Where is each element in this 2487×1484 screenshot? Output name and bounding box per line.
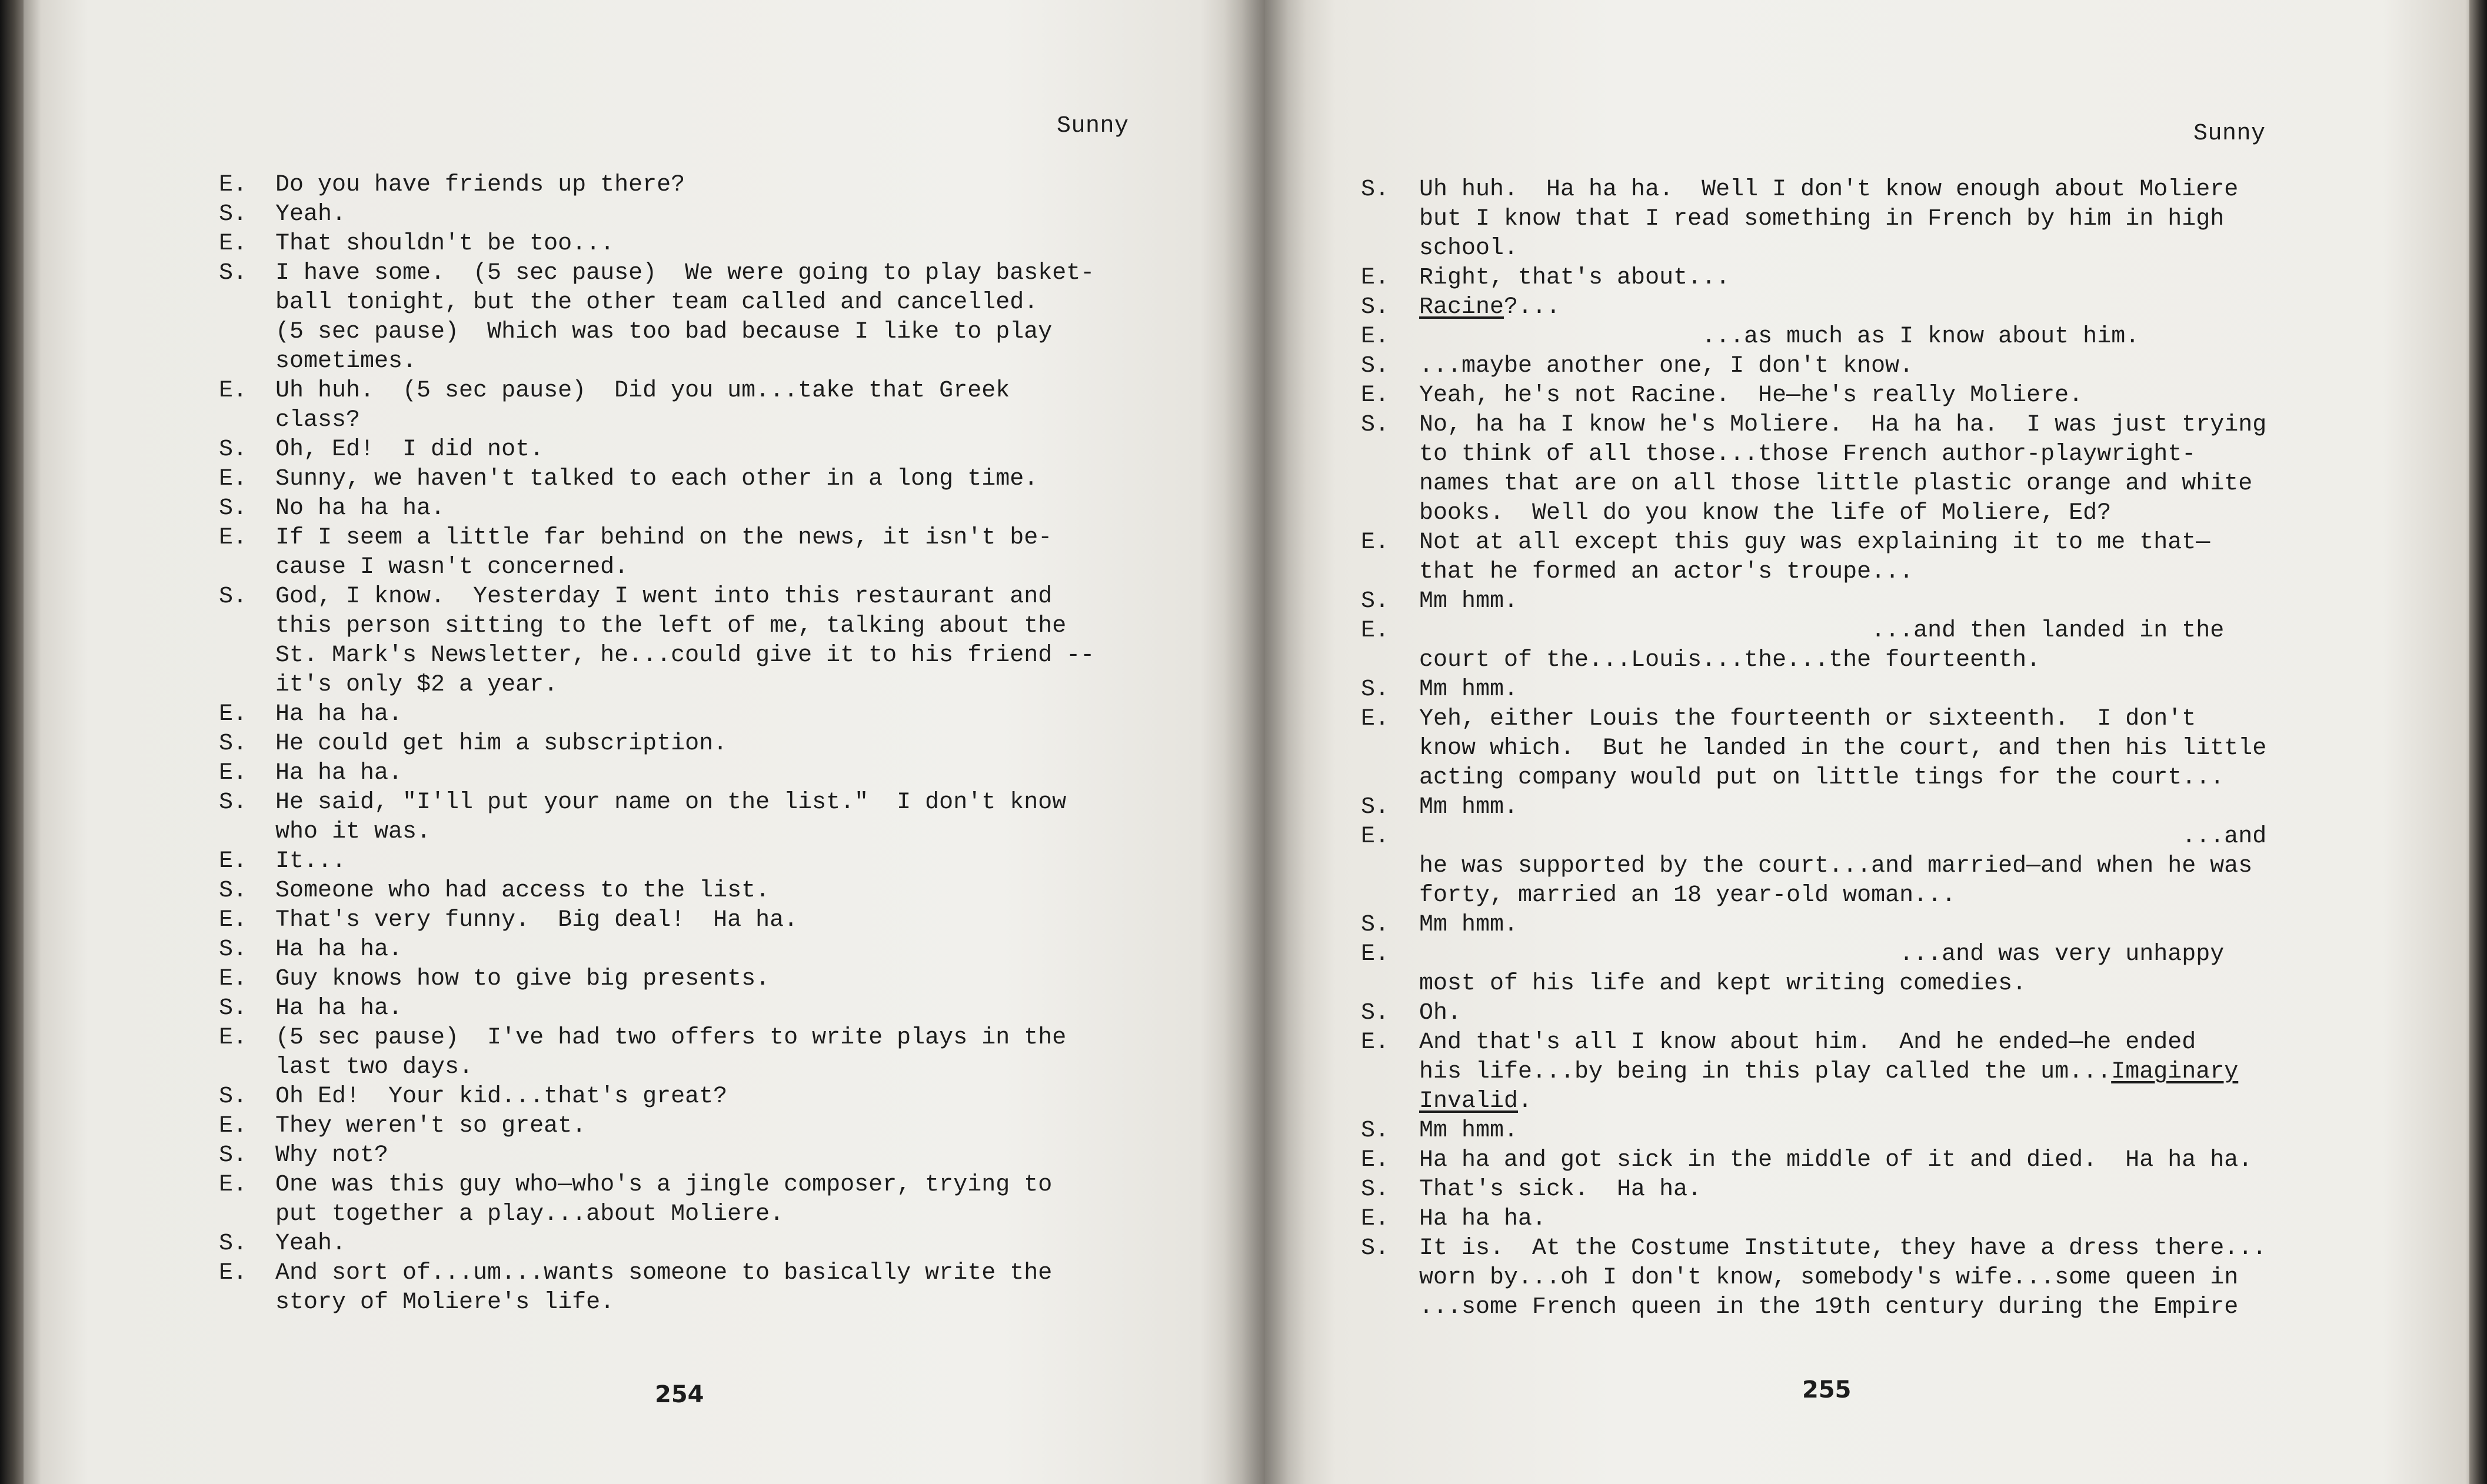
speech-text (1419, 1087, 1532, 1116)
speaker-label: S. (219, 878, 248, 904)
speaker-label: E. (1361, 529, 1390, 556)
speaker-label: E. (219, 378, 248, 404)
speech-segment: story of Moliere's life. (275, 1289, 615, 1316)
speaker-label: E. (1361, 1029, 1390, 1056)
speech-segment: court of the...Louis...the...the fourteenth. (1419, 647, 2041, 673)
speech-text (1419, 264, 1730, 293)
speech-segment: Do you have friends up there? (275, 172, 685, 198)
speaker-label: E. (219, 848, 248, 875)
gutter-shadow (1224, 0, 1306, 1484)
speech-text (1419, 646, 2040, 675)
speech-text (275, 847, 346, 876)
speech-text (1419, 499, 2111, 528)
speech-text (275, 318, 1052, 347)
speech-text (275, 406, 360, 435)
speech-text (1419, 528, 2210, 558)
speaker-label: S. (1361, 588, 1390, 615)
speaker-label: E. (1361, 618, 1390, 644)
speech-text (275, 1170, 1052, 1200)
speech-segment: It is. At the Costume Institute, they have a dress there... (1419, 1235, 2267, 1262)
speech-text (1419, 734, 2266, 763)
speech-text (275, 1141, 388, 1170)
speech-text (1419, 969, 2026, 999)
speech-segment: Ha ha ha. (275, 995, 403, 1022)
speech-text (1419, 881, 1956, 911)
speech-text (275, 435, 544, 465)
speech-text (275, 288, 1038, 318)
speech-segment: Oh, Ed! I did not. (275, 436, 544, 463)
speech-segment: names that are on all those little plastic orange and white (1419, 471, 2253, 497)
speech-text (275, 906, 798, 935)
speaker-label: E. (219, 966, 248, 992)
speaker-label: E. (219, 466, 248, 492)
speech-segment: ball tonight, but the other team called and cancelled. (275, 289, 1038, 316)
speech-segment: forty, married an 18 year-old woman... (1419, 882, 1956, 909)
underlined-title: Imaginary (2111, 1059, 2239, 1085)
speaker-label: S. (219, 1083, 248, 1110)
speaker-label: S. (1361, 353, 1390, 379)
speaker-label: S. (219, 260, 248, 286)
speech-segment: put together a play...about Moliere. (275, 1201, 784, 1228)
speech-text (1419, 352, 1913, 381)
speech-segment: Yeah. (275, 1230, 347, 1257)
page-number-right: 255 (1802, 1376, 1852, 1403)
speech-segment: He could get him a subscription. (275, 731, 728, 757)
speaker-label: E. (219, 760, 248, 786)
speech-text (1419, 175, 2238, 205)
speech-text (1419, 793, 1518, 822)
speech-segment: Ha ha ha. (1419, 1206, 1547, 1232)
speech-text (275, 200, 346, 229)
speaker-label: E. (219, 1025, 248, 1051)
speech-segment: It... (275, 848, 347, 875)
speech-segment: ?... (1504, 294, 1561, 321)
speech-text (275, 759, 402, 788)
speech-text (1419, 205, 2224, 234)
speech-text (1419, 1205, 1546, 1234)
speech-segment: Ha ha ha. (275, 701, 403, 728)
speech-segment: Mm hmm. (1419, 676, 1519, 703)
speech-segment: And that's all I know about him. And he ended—he ended (1419, 1029, 2196, 1056)
speech-text (275, 1259, 1052, 1288)
speaker-label: S. (1361, 1000, 1390, 1026)
speech-segment: ...and (1419, 823, 2267, 850)
speech-text (1419, 911, 1518, 940)
speech-segment: If I seem a little far behind on the news, it isn't be- (275, 525, 1053, 551)
speaker-label: S. (219, 731, 248, 757)
speech-segment: last two days. (275, 1054, 474, 1081)
speech-text (1419, 1293, 2238, 1322)
speech-text (1419, 616, 2224, 646)
speech-segment: know which. But he landed in the court, and then his little (1419, 735, 2267, 762)
speech-text (1419, 469, 2252, 499)
speech-text (1419, 558, 1913, 587)
speech-text (1419, 1116, 1518, 1146)
speech-segment: cause I wasn't concerned. (275, 554, 629, 581)
speech-text (275, 347, 417, 376)
speech-text (275, 965, 770, 994)
speech-segment: (5 sec pause) I've had two offers to write plays in the (275, 1025, 1067, 1051)
speech-text (275, 818, 431, 847)
speech-segment: Mm hmm. (1419, 1118, 1519, 1144)
speaker-label: E. (219, 1172, 248, 1198)
speech-segment: sometimes. (275, 348, 417, 375)
speech-text (1419, 381, 2083, 411)
speech-text (1419, 675, 1518, 705)
speech-text (1419, 293, 1560, 322)
speech-text (1419, 1263, 2238, 1293)
speech-segment: ...and was very unhappy (1419, 941, 2225, 968)
speaker-label: S. (219, 995, 248, 1022)
speech-text (275, 1053, 473, 1082)
speech-segment: Not at all except this guy was explaining it to me that— (1419, 529, 2210, 556)
speaker-label: E. (1361, 941, 1390, 968)
speaker-label: S. (219, 583, 248, 610)
page-number-left: 254 (655, 1381, 704, 1408)
speaker-label: S. (219, 436, 248, 463)
speech-text (275, 1112, 586, 1141)
speech-text (275, 788, 1066, 818)
running-head-left: Sunny (1057, 113, 1129, 139)
speech-segment: to think of all those...those French author-playwright- (1419, 441, 2196, 468)
speech-segment: Yeh, either Louis the fourteenth or sixteenth. I don't (1419, 706, 2196, 732)
speech-text (275, 1200, 784, 1229)
speech-segment: Yeah. (275, 201, 347, 228)
speech-text (1419, 440, 2196, 469)
speech-segment: He said, "I'll put your name on the list." I don't know (275, 789, 1067, 816)
speech-segment: school. (1419, 235, 1519, 262)
speech-segment: Guy knows how to give big presents. (275, 966, 770, 992)
speech-text (1419, 411, 2266, 440)
speech-segment: he was supported by the court...and married—and when he was (1419, 853, 2253, 879)
speech-text (275, 229, 614, 259)
speech-segment: Ha ha ha. (275, 760, 403, 786)
speaker-label: S. (219, 495, 248, 522)
speech-text (275, 1023, 1066, 1053)
speech-segment: ...as much as I know about him. (1419, 324, 2140, 350)
speech-text (1419, 234, 1518, 264)
speech-segment: who it was. (275, 819, 431, 845)
speech-segment: (5 sec pause) Which was too bad because I like to play (275, 319, 1053, 345)
speaker-label: S. (1361, 1118, 1390, 1144)
speech-text (275, 729, 727, 759)
speaker-label: E. (1361, 382, 1390, 409)
book-edge-right (2469, 0, 2487, 1484)
speech-segment: Ha ha ha. (275, 936, 403, 963)
speaker-label: E. (1361, 1147, 1390, 1173)
speech-segment: class? (275, 407, 361, 433)
book-edge-left (0, 0, 24, 1484)
speech-segment: this person sitting to the left of me, talking about the (275, 613, 1067, 639)
underlined-title: Invalid (1419, 1088, 1519, 1115)
speech-text (275, 465, 1038, 494)
speaker-label: S. (1361, 1235, 1390, 1262)
speaker-label: S. (1361, 676, 1390, 703)
speech-segment: Oh. (1419, 1000, 1462, 1026)
speaker-label: E. (219, 1260, 248, 1286)
speech-text (275, 376, 1010, 406)
speech-text (275, 523, 1052, 553)
speech-text (1419, 1234, 2266, 1263)
speech-segment: that he formed an actor's troupe... (1419, 559, 1914, 585)
speaker-label: E. (219, 525, 248, 551)
speech-text (1419, 1058, 2238, 1087)
speech-segment: Someone who had access to the list. (275, 878, 770, 904)
speech-text (1419, 705, 2196, 734)
speech-text (275, 671, 558, 700)
speech-text (1419, 822, 2266, 852)
speaker-label: S. (1361, 412, 1390, 438)
speaker-label: S. (1361, 176, 1390, 203)
speech-segment: worn by...oh I don't know, somebody's wife...some queen in (1419, 1265, 2239, 1291)
speech-segment: Yeah, he's not Racine. He—he's really Moliere. (1419, 382, 2083, 409)
speech-segment: most of his life and kept writing comedies. (1419, 971, 2027, 997)
speaker-label: S. (219, 789, 248, 816)
speech-text (275, 553, 628, 582)
speech-segment: No, ha ha I know he's Moliere. Ha ha ha. I was just trying (1419, 412, 2267, 438)
speech-segment: Mm hmm. (1419, 794, 1519, 821)
speaker-label: S. (1361, 1176, 1390, 1203)
speech-segment: Oh Ed! Your kid...that's great? (275, 1083, 728, 1110)
speech-segment: ...some French queen in the 19th century during the Empire (1419, 1294, 2239, 1320)
speaker-label: E. (1361, 706, 1390, 732)
speech-segment: St. Mark's Newsletter, he...could give it to his friend -- (275, 642, 1095, 669)
speech-segment: I have some. (5 sec pause) We were going to play basket- (275, 260, 1095, 286)
speech-segment: That shouldn't be too... (275, 231, 615, 257)
speech-text (275, 494, 445, 523)
speech-text (275, 994, 402, 1023)
speaker-label: E. (1361, 1206, 1390, 1232)
speaker-label: E. (219, 1113, 248, 1139)
speech-text (1419, 852, 2252, 881)
speaker-label: E. (219, 172, 248, 198)
speech-text (275, 612, 1066, 641)
speech-text (1419, 322, 2139, 352)
speech-text (275, 582, 1052, 612)
speech-segment: books. Well do you know the life of Moliere, Ed? (1419, 500, 2112, 526)
speech-segment: One was this guy who—who's a jingle composer, trying to (275, 1172, 1053, 1198)
speech-text (275, 259, 1094, 288)
speech-text (275, 641, 1094, 671)
speech-segment: acting company would put on little tings for the court... (1419, 765, 2225, 791)
speech-text (1419, 940, 2224, 969)
speech-text (1419, 587, 1518, 616)
speech-segment: . (1518, 1088, 1533, 1115)
speaker-label: S. (219, 1230, 248, 1257)
speech-segment: ...maybe another one, I don't know. (1419, 353, 1914, 379)
speech-segment: but I know that I read something in French by him in high (1419, 206, 2225, 232)
speech-segment: They weren't so great. (275, 1113, 587, 1139)
speaker-label: S. (1361, 912, 1390, 938)
speech-text (275, 935, 402, 965)
speech-segment: God, I know. Yesterday I went into this restaurant and (275, 583, 1053, 610)
speaker-label: S. (219, 1142, 248, 1169)
speech-segment: Racine (1419, 294, 1504, 321)
speaker-label: E. (1361, 324, 1390, 350)
speech-segment: it's only $2 a year. (275, 672, 558, 698)
running-head-right: Sunny (2193, 121, 2266, 147)
speech-segment: Right, that's about... (1419, 265, 1730, 291)
speaker-label: E. (1361, 823, 1390, 850)
speech-text (1419, 1175, 1702, 1205)
speech-text (275, 876, 770, 906)
speech-text (1419, 1028, 2196, 1058)
speaker-label: S. (219, 936, 248, 963)
speaker-label: S. (1361, 294, 1390, 321)
speech-segment: his life...by being in this play called the um... (1419, 1059, 2112, 1085)
speech-segment: Sunny, we haven't talked to each other in a long time. (275, 466, 1038, 492)
speech-text (1419, 763, 2224, 793)
speech-text (275, 1288, 614, 1318)
speaker-label: E. (219, 701, 248, 728)
right-page (1265, 0, 2487, 1484)
speaker-label: S. (219, 201, 248, 228)
speech-segment: Mm hmm. (1419, 588, 1519, 615)
speaker-label: E. (219, 231, 248, 257)
speaker-label: E. (1361, 265, 1390, 291)
speech-segment: And sort of...um...wants someone to basically write the (275, 1260, 1053, 1286)
speaker-label: E. (219, 907, 248, 933)
speech-segment: That's very funny. Big deal! Ha ha. (275, 907, 798, 933)
speech-text (275, 1082, 727, 1112)
speech-text (275, 1229, 346, 1259)
speech-text (275, 171, 685, 200)
speech-segment: No ha ha ha. (275, 495, 445, 522)
speech-text (1419, 1146, 2252, 1175)
speech-text (275, 700, 402, 729)
speech-segment: Uh huh. Ha ha ha. Well I don't know enough about Moliere (1419, 176, 2239, 203)
speech-segment: Mm hmm. (1419, 912, 1519, 938)
speech-segment: ...and then landed in the (1419, 618, 2225, 644)
speech-text (1419, 999, 1461, 1028)
speech-segment: Why not? (275, 1142, 389, 1169)
speech-segment: Uh huh. (5 sec pause) Did you um...take that Greek (275, 378, 1010, 404)
speaker-label: S. (1361, 794, 1390, 821)
speech-segment: That's sick. Ha ha. (1419, 1176, 1702, 1203)
speech-segment: Ha ha and got sick in the middle of it and died. Ha ha ha. (1419, 1147, 2253, 1173)
